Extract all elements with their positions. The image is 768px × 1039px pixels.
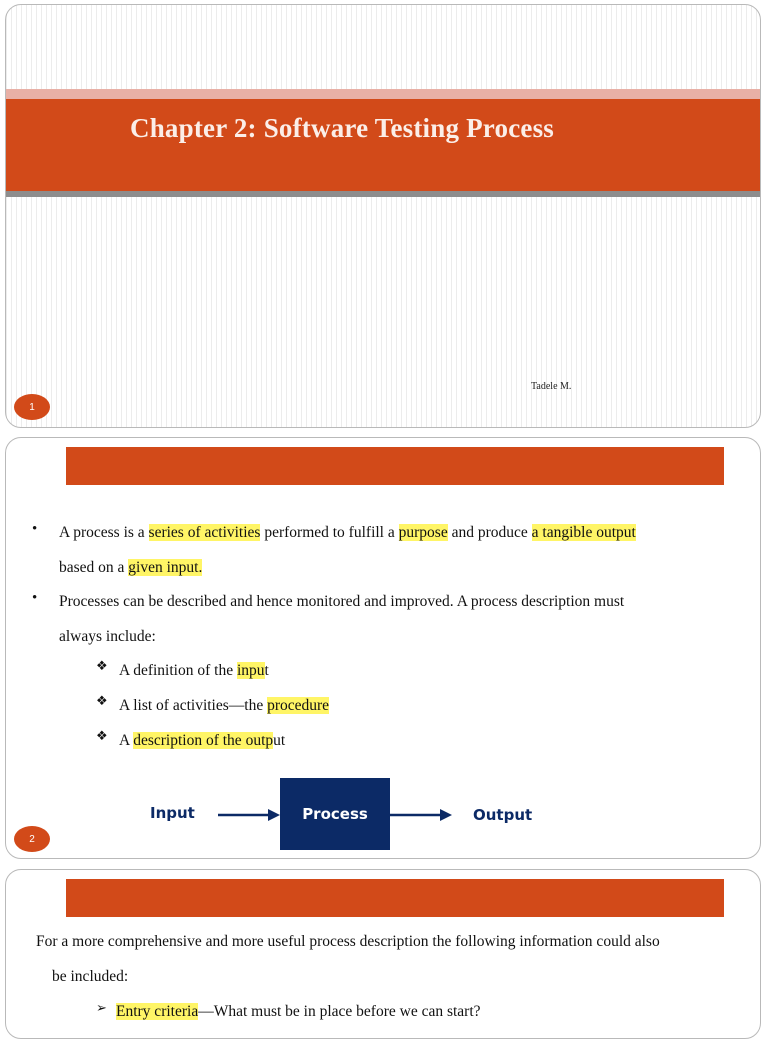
diagram-process-box: Process (280, 778, 390, 850)
title-top-band (6, 89, 760, 99)
arrow-right-icon (216, 806, 282, 824)
diagram-input-label: Input (150, 804, 195, 822)
diamond-bullet-icon: ❖ (96, 659, 108, 674)
slide-header-bar (66, 447, 724, 485)
arrow-right-icon (390, 806, 456, 824)
arrowhead-bullet-icon: ➢ (96, 1001, 107, 1016)
slide-3 (5, 869, 761, 1039)
slide-number-badge: 2 (14, 826, 50, 852)
subbullet-2 (119, 695, 329, 717)
text: and produce (447, 524, 532, 541)
slide-number-badge: 1 (14, 394, 50, 420)
diagram-output-label: Output (473, 806, 533, 824)
text: A definition of the (119, 662, 237, 679)
bullet-dot: • (32, 521, 38, 537)
text: A (119, 732, 134, 749)
entry-criteria-item (116, 1001, 481, 1023)
highlight: a tangible output (531, 524, 636, 541)
highlight: Entry criteria (116, 1003, 199, 1020)
highlight: series of activities (148, 524, 261, 541)
title-bottom-band (6, 191, 760, 197)
text: A list of activities—the (119, 697, 268, 714)
bullet-2-line-1: Processes can be described and hence monitored and improved. A process description must (59, 593, 625, 610)
intro-line-1: For a more comprehensive and more useful process description the following information could also (36, 933, 660, 950)
bullet-1-line-2 (59, 557, 202, 579)
slide-1 (5, 4, 761, 428)
highlight: description of the outp (133, 732, 274, 749)
slide-header-bar (66, 879, 724, 917)
highlight: inpu (236, 662, 265, 679)
text: ut (273, 732, 286, 749)
highlight: purpose (398, 524, 448, 541)
highlight: procedure (267, 697, 330, 714)
text: —What must be in place before we can start? (198, 1003, 481, 1020)
diamond-bullet-icon: ❖ (96, 729, 108, 744)
author-name: Tadele M. (531, 381, 572, 392)
subbullet-1 (119, 660, 269, 682)
slide-2 (5, 437, 761, 859)
text: t (264, 662, 269, 679)
text: A process is a (59, 524, 149, 541)
bullet-2-line-2: always include: (59, 628, 156, 645)
diamond-bullet-icon: ❖ (96, 694, 108, 709)
intro-line-2: be included: (52, 968, 129, 985)
bullet-1-line-1 (59, 522, 636, 544)
text: performed to fulfill a (260, 524, 399, 541)
bullet-dot: • (32, 590, 38, 606)
text: based on a (59, 559, 129, 576)
slide-title: Chapter 2: Software Testing Process (130, 113, 554, 143)
highlight: given input. (128, 559, 203, 576)
subbullet-3 (119, 730, 285, 752)
